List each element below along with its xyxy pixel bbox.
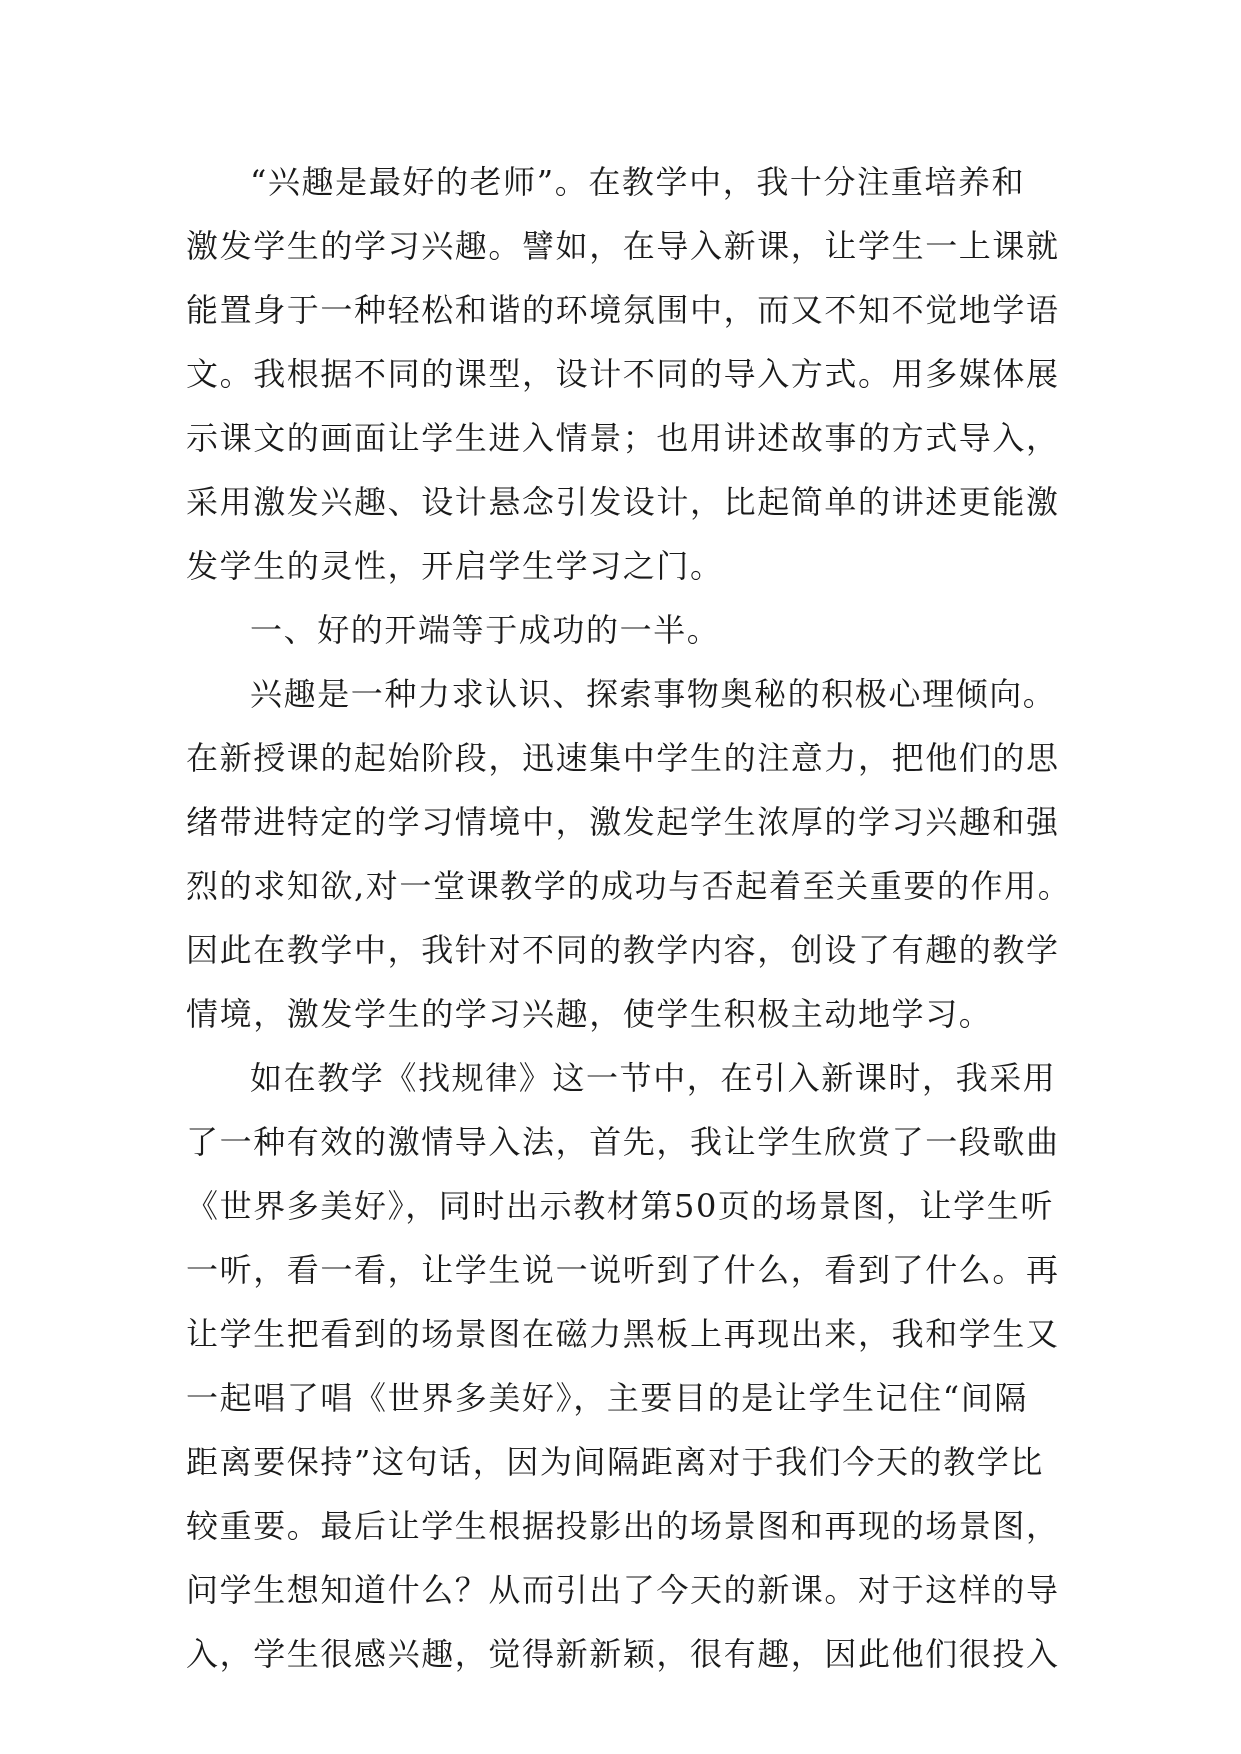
text-line: 较重要。最后让学生根据投影出的场景图和再现的场景图， [186, 1507, 1060, 1545]
text-line: 问学生想知道什么？从而引出了今天的新课。对于这样的导 [186, 1571, 1060, 1609]
text-line: 情境，激发学生的学习兴趣，使学生积极主动地学习。 [186, 995, 993, 1033]
text-line: 激发学生的学习兴趣。譬如，在导入新课，让学生一上课就 [186, 227, 1060, 265]
document-body [186, 150, 1072, 1686]
text-line: 能置身于一种轻松和谐的环境氛围中，而又不知不觉地学语 [186, 291, 1060, 329]
section-heading: 一、好的开端等于成功的一半。 [250, 611, 721, 649]
text-line: 绪带进特定的学习情境中，激发起学生浓厚的学习兴趣和强 [186, 803, 1060, 841]
text-line: 文。我根据不同的课型，设计不同的导入方式。用多媒体展 [186, 355, 1060, 393]
text-line: 如在教学《找规律》这一节中，在引入新课时，我采用 [250, 1059, 1057, 1097]
text-line: 了一种有效的激情导入法，首先，我让学生欣赏了一段歌曲 [186, 1123, 1060, 1161]
text-line: 因此在教学中，我针对不同的教学内容，创设了有趣的教学 [186, 931, 1060, 969]
text-line: 一听，看一看，让学生说一说听到了什么，看到了什么。再 [186, 1251, 1060, 1289]
text-line: 一起唱了唱《世界多美好》，主要目的是让学生记住“间隔 [186, 1379, 1028, 1417]
text-line: 让学生把看到的场景图在磁力黑板上再现出来，我和学生又 [186, 1315, 1060, 1353]
text-line: 采用激发兴趣、设计悬念引发设计，比起简单的讲述更能激 [186, 483, 1060, 521]
text-line: 烈的求知欲,对一堂课教学的成功与否起着至关重要的作用。 [186, 867, 1072, 905]
text-line: 兴趣是一种力求认识、探索事物奥秘的积极心理倾向。 [250, 675, 1057, 713]
text-line: 在新授课的起始阶段，迅速集中学生的注意力，把他们的思 [186, 739, 1060, 777]
text-line: 入，学生很感兴趣，觉得新新颖，很有趣，因此他们很投入 [186, 1635, 1060, 1673]
text-line: 《世界多美好》，同时出示教材第50页的场景图，让学生听 [186, 1187, 1054, 1225]
text-line: 距离要保持”这句话，因为间隔距离对于我们今天的教学比 [186, 1443, 1044, 1481]
text-line: “兴趣是最好的老师”。在教学中，我十分注重培养和 [250, 163, 1026, 201]
text-line: 发学生的灵性，开启学生学习之门。 [186, 547, 724, 585]
text-line: 示课文的画面让学生进入情景；也用讲述故事的方式导入， [186, 419, 1060, 457]
